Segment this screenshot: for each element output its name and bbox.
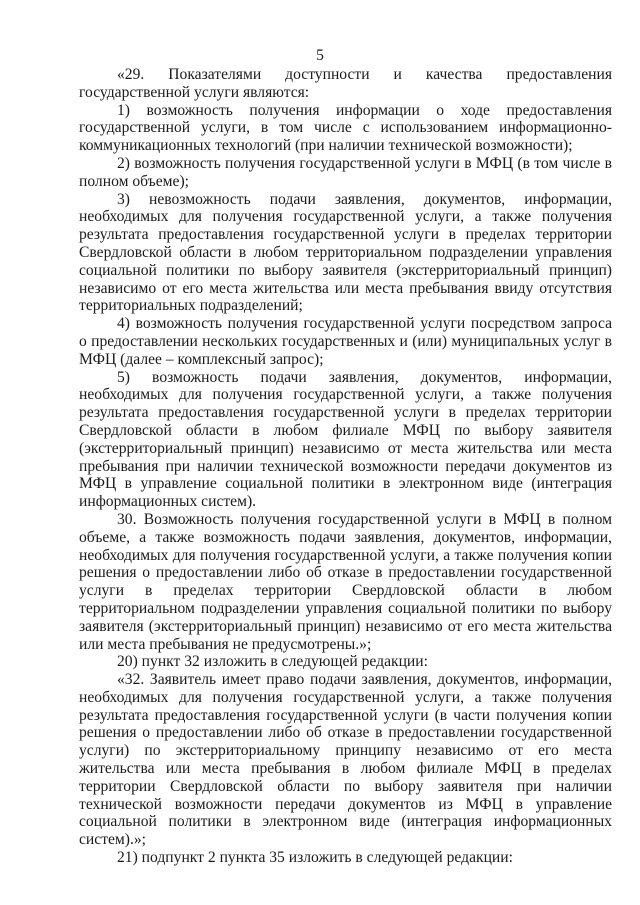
paragraph-29-item-4: 4) возможность получения государственной услуги посредством запроса о предоставлении нескольких государственных и (или) муниципальных услуг в МФЦ (далее – комплексный запрос);: [79, 315, 612, 368]
amendment-21-heading: 21) подпункт 2 пункта 35 изложить в следующей редакции:: [117, 849, 513, 867]
page-number: 5: [316, 47, 324, 64]
document-body: [79, 66, 612, 867]
amendment-20-heading: 20) пункт 32 изложить в следующей редакции:: [117, 653, 428, 671]
paragraph-29-item-3: 3) невозможность подачи заявления, документов, информации, необходимых для получения государственной услуги, а также получения результата предоставления государственной услуги в пределах территории Свердловской области в любом территориальном подразделении управления социальной политики по выбору заявителя (экстерриториальный принцип) независимо от его места жительства или места пребывания ввиду отсутствия территориальных подразделений;: [79, 190, 612, 315]
paragraph-29-intro: «29. Показателями доступности и качества предоставления государственной услуги являются:: [79, 66, 612, 101]
paragraph-29-item-2: 2) возможность получения государственной услуги в МФЦ (в том числе в полном объеме);: [79, 154, 612, 190]
paragraph-29-item-5: 5) возможность подачи заявления, документов, информации, необходимых для получения государственной услуги, а также получения результата предоставления государственной услуги в пределах территории Свердловской области в любом филиале МФЦ по выбору заявителя (экстерриториальный принцип) независимо от места жительства или места пребывания при наличии технической возможности передачи документов из МФЦ в управление социальной политики в электронном виде (интеграция информационных систем).: [79, 368, 612, 511]
paragraph-29-item-1: 1) возможность получения информации о ходе предоставления государственной услуги, в том числе с использованием информационно-коммуникационных технологий (при наличии технической возможности);: [79, 101, 612, 155]
paragraph-32: «32. Заявитель имеет право подачи заявления, документов, информации, необходимых для получения государственной услуги, а также получения результата предоставления государственной услуги (в части получения копии решения о предоставлении либо об отказе в предоставлении государственной услуги) по экстерриториальному принципу независимо от его места жительства или места пребывания в любом филиале МФЦ в пределах территории Свердловской области по выбору заявителя при наличии технической возможности передачи документов из МФЦ в управление социальной политики в электронном виде (интеграция информационных систем).»;: [79, 671, 612, 849]
paragraph-30: 30. Возможность получения государственной услуги в МФЦ в полном объеме, а также возможность подачи заявления, документов, информации, необходимых для получения государственной услуги, а также получения копии решения о предоставлении либо об отказе в предоставлении государственной услуги в пределах территории Свердловской области в любом территориальном подразделении управления социальной политики по выбору заявителя (экстерриториальный принцип) независимо от его места жительства или места пребывания не предусмотрены.»;: [79, 510, 612, 653]
